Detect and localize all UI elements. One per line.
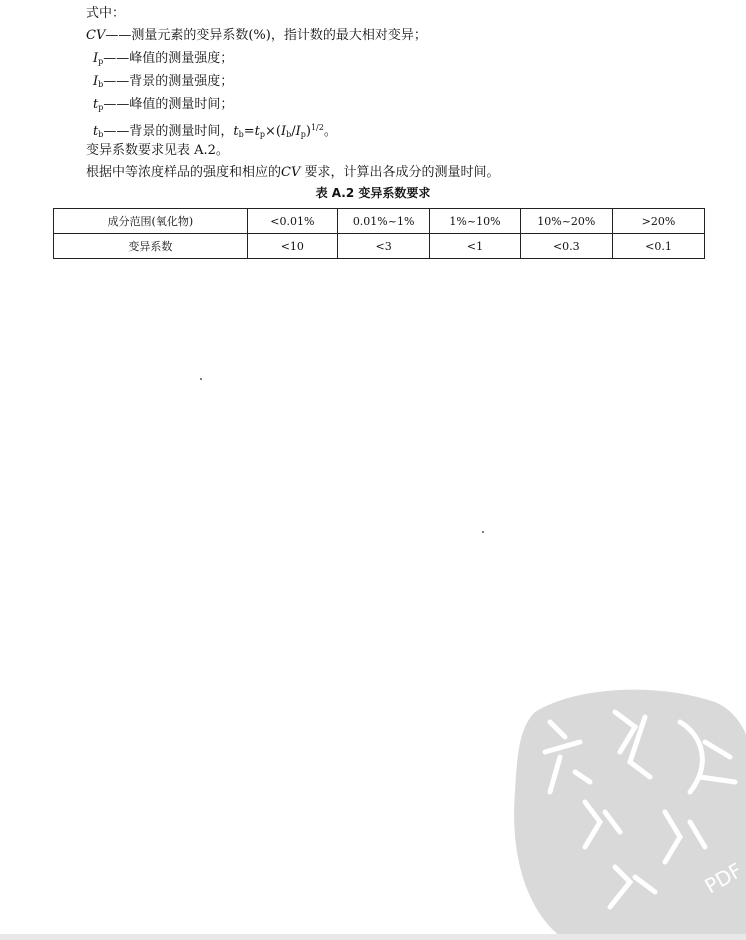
cv-description: ——测量元素的变异系数(%)，指计数的最大相对变异； xyxy=(105,28,427,43)
ip-definition xyxy=(93,50,233,71)
table-row xyxy=(54,234,705,259)
tb-subscript: b xyxy=(98,130,104,139)
instruction-part-a: 根据中等浓度样品的强度和相应的 xyxy=(86,165,282,180)
table-cell: 10%~20% xyxy=(520,209,612,234)
cv-symbol: CV xyxy=(86,28,106,43)
ip-subscript: p xyxy=(98,57,104,66)
watermark-seal xyxy=(505,682,746,940)
formula-ib-sub: b xyxy=(286,130,292,139)
scan-speck xyxy=(200,378,202,380)
table-caption: 表 A.2 变异系数要求 xyxy=(315,186,431,200)
scan-speck xyxy=(482,531,484,533)
formula-ib: I xyxy=(280,124,287,139)
formula-equals: = xyxy=(243,124,255,139)
tp-subscript: p xyxy=(98,103,104,112)
instruction-cv: CV xyxy=(281,165,301,180)
formula-times: ×( xyxy=(265,124,281,139)
formula-exponent: 1/2 xyxy=(310,123,324,132)
tp-definition xyxy=(93,96,233,117)
table-row xyxy=(54,209,705,234)
table-cell: <3 xyxy=(337,234,429,259)
calculation-instruction xyxy=(86,164,500,182)
formula-tp-sub: p xyxy=(259,130,265,139)
ib-definition xyxy=(93,73,233,94)
tp-description: ——峰值的测量时间； xyxy=(103,97,234,112)
formula-tb: t xyxy=(233,124,239,139)
table-cell: <0.1 xyxy=(613,234,705,259)
table-cell: 1%~10% xyxy=(430,209,520,234)
ib-description: ——背景的测量强度； xyxy=(103,74,234,89)
formula-ip-sub: p xyxy=(300,130,306,139)
table-cell: 变异系数 xyxy=(54,234,248,259)
ib-symbol: I xyxy=(93,74,99,89)
ib-subscript: b xyxy=(98,80,104,89)
table-cell: 0.01%~1% xyxy=(337,209,429,234)
formula-end: 。 xyxy=(323,124,337,139)
table-reference-line: 变异系数要求见表 A.2。 xyxy=(86,143,229,158)
formula-slash: / xyxy=(291,124,296,139)
watermark-shape xyxy=(514,690,746,940)
tp-symbol: t xyxy=(93,97,99,112)
tb-symbol: t xyxy=(93,124,99,139)
page-bottom-edge xyxy=(0,934,746,940)
ip-symbol: I xyxy=(93,51,99,66)
tb-definition xyxy=(93,119,337,144)
formula-tp: t xyxy=(254,124,260,139)
instruction-part-b: 要求，计算出各成分的测量时间。 xyxy=(300,165,500,180)
table-cell: >20% xyxy=(613,209,705,234)
tb-formula xyxy=(233,124,336,139)
table-cell: <10 xyxy=(247,234,337,259)
table-cell: <0.3 xyxy=(520,234,612,259)
formula-tb-sub: b xyxy=(238,130,244,139)
formula-ip: I xyxy=(295,124,301,139)
watermark-text: PDF xyxy=(700,858,746,899)
table-cell: <1 xyxy=(430,234,520,259)
table-cell: 成分范围(氧化物) xyxy=(54,209,248,234)
cv-definition xyxy=(86,27,427,45)
tb-description: ——背景的测量时间， xyxy=(103,124,234,139)
ip-description: ——峰值的测量强度； xyxy=(103,51,234,66)
formula-where-heading: 式中： xyxy=(86,6,126,21)
table-cell: <0.01% xyxy=(247,209,337,234)
cv-requirements-table xyxy=(53,208,705,259)
formula-close-paren: ) xyxy=(305,124,311,139)
